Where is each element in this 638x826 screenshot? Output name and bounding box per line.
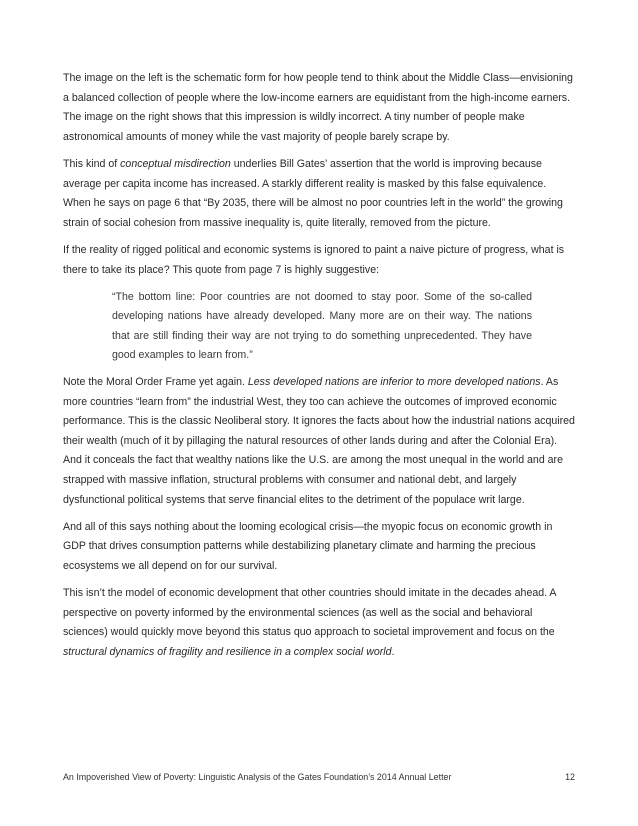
- paragraph-3: If the reality of rigged political and economic systems is ignored to paint a naive picture of progress, what is there to take its place? This quote from page 7 is highly suggestive:: [63, 243, 565, 276]
- paragraph-2-text-a: This kind of: [63, 157, 121, 170]
- document-body: [63, 69, 575, 670]
- paragraph-4-emphasis: Less developed nations are inferior to more developed nations: [247, 375, 541, 388]
- paragraph-2-emphasis: conceptual misdirection: [120, 157, 231, 170]
- paragraph-4-text-a: Note the Moral Order Frame yet again.: [63, 375, 248, 388]
- paragraph-1: The image on the left is the schematic form for how people tend to think about the Middle Class—envisioning a balanced collection of people where the low-income earners are equidistant from the high-income earners. The image on the right shows that this impression is wildly incorrect. A tiny number of people make astronomical amounts of money while the vast majority of people barely scrape by.: [63, 72, 573, 143]
- paragraph-2-text-b: underlies Bill Gates’ assertion that the world is improving because average per capita income has increased. A starkly different reality is masked by this false equivalence. When he says on page 6 that “By 2035, there will be almost no poor countries left in the world” the growing strain of social cohesion from massive inequality is, quite literally, removed from the picture.: [63, 157, 563, 229]
- footer-title: An Impoverished View of Poverty: Linguistic Analysis of the Gates Foundation’s 2014 Annual Letter: [63, 772, 452, 782]
- paragraph-4: [63, 373, 575, 510]
- block-quote: “The bottom line: Poor countries are not doomed to stay poor. Some of the so-called developing nations have already developed. Many more are on their way. The nations that are still finding their way are not trying to do something unprecedented. They have good examples to learn from.”: [112, 290, 532, 361]
- page-footer: [63, 772, 575, 782]
- page-number: 12: [565, 772, 575, 782]
- paragraph-6: [63, 584, 575, 662]
- paragraph-6-emphasis: structural dynamics of fragility and resilience in a complex social world: [63, 645, 392, 658]
- paragraph-5: And all of this says nothing about the looming ecological crisis—the myopic focus on economic growth in GDP that drives consumption patterns while destabilizing planetary climate and harming the precious ecosystems we all depend on for our survival.: [63, 520, 553, 572]
- paragraph-4-text-b: . As more countries “learn from” the industrial West, they too can achieve the outcomes of improved economic performance. This is the classic Neoliberal story. It ignores the facts about how the industrial nations acquired their wealth (much of it by pillaging the natural resources of other lands during and after the Colonial Era). And it conceals the fact that wealthy nations like the U.S. are among the most unequal in the world and are strapped with massive inflation, structural problems with consumer and national debt, and largely dysfunctional political systems that serve financial elites to the detriment of the populace writ large.: [63, 375, 575, 506]
- paragraph-2: [63, 155, 575, 233]
- paragraph-6-text-a: This isn’t the model of economic development that other countries should imitate in the decades ahead. A perspective on poverty informed by the environmental sciences (as well as the social and behavioral sciences) would quickly move beyond this status quo approach to societal improvement and focus on the: [63, 587, 556, 639]
- paragraph-6-text-b: .: [391, 645, 395, 658]
